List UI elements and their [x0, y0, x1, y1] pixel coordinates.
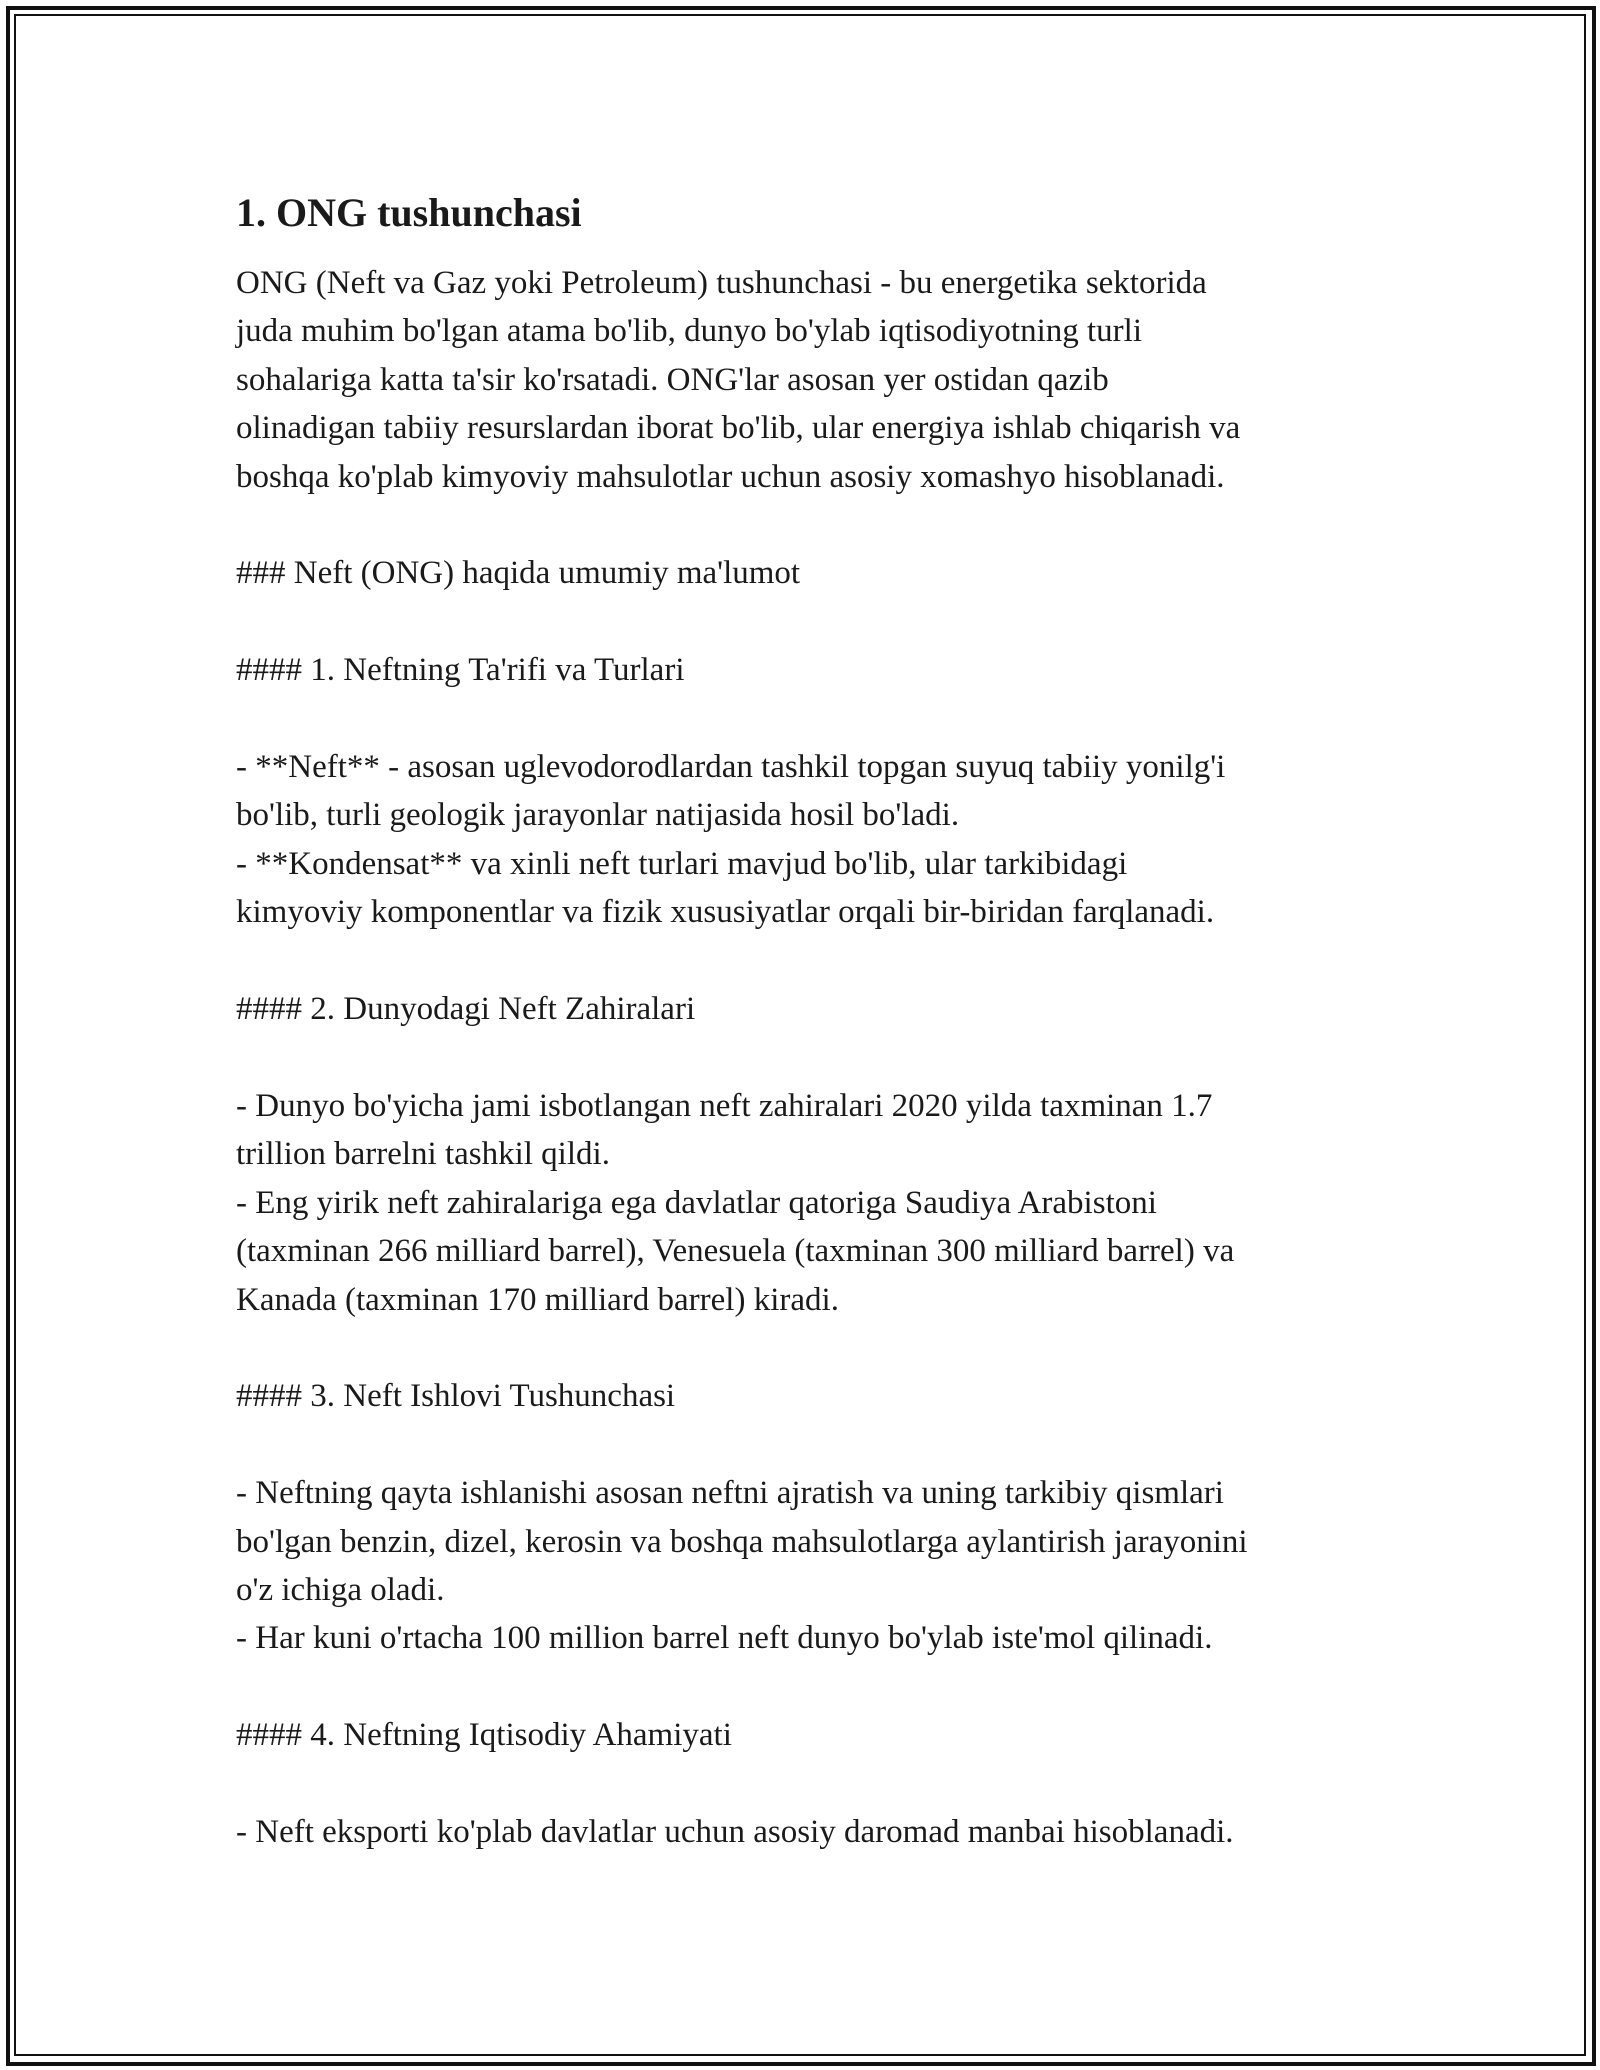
document-content — [236, 185, 1376, 1856]
document-body: ONG (Neft va Gaz yoki Petroleum) tushunchasi - bu energetika sektorida juda muhim bo'lgan atama bo'lib, dunyo bo'ylab iqtisodiyotning turli sohalariga katta ta'sir ko'rsatadi. ONG'lar asosan yer ostidan qazib olinadigan tabiiy resurslardan iborat bo'lib, ular energiya ishlab chiqarish va boshqa ko'plab kimyoviy mahsulotlar uchun asosiy xomashyo hisoblanadi. ### Neft (ONG) haqida umumiy ma'lumot #### 1. Neftning Ta'rifi va Turlari - **Neft** - asosan uglevodorodlardan tashkil topgan suyuq tabiiy yonilg'i bo'lib, turli geologik jarayonlar natijasida hosil bo'ladi. - **Kondensat** va xinli neft turlari mavjud bo'lib, ular tarkibidagi kimyoviy komponentlar va fizik xususiyatlar orqali bir-biridan farqlanadi. #### 2. Dunyodagi Neft Zahiralari - Dunyo bo'yicha jami isbotlangan neft zahiralari 2020 yilda taxminan 1.7 trillion barrelni tashkil qildi. - Eng yirik neft zahiralariga ega davlatlar qatoriga Saudiya Arabistoni (taxminan 266 milliard barrel), Venesuela (taxminan 300 milliard barrel) va Kanada (taxminan 170 milliard barrel) kiradi. #### 3. Neft Ishlovi Tushunchasi - Neftning qayta ishlanishi asosan neftni ajratish va uning tarkibiy qismlari bo'lgan benzin, dizel, kerosin va boshqa mahsulotlarga aylantirish jarayonini o'z ichiga oladi. - Har kuni o'rtacha 100 million barrel neft dunyo bo'ylab iste'mol qilinadi. #### 4. Neftning Iqtisodiy Ahamiyati - Neft eksporti ko'plab davlatlar uchun asosiy daromad manbai hisoblanadi. — [236, 265, 1248, 1850]
document-title: 1. ONG tushunchasi — [236, 190, 582, 235]
